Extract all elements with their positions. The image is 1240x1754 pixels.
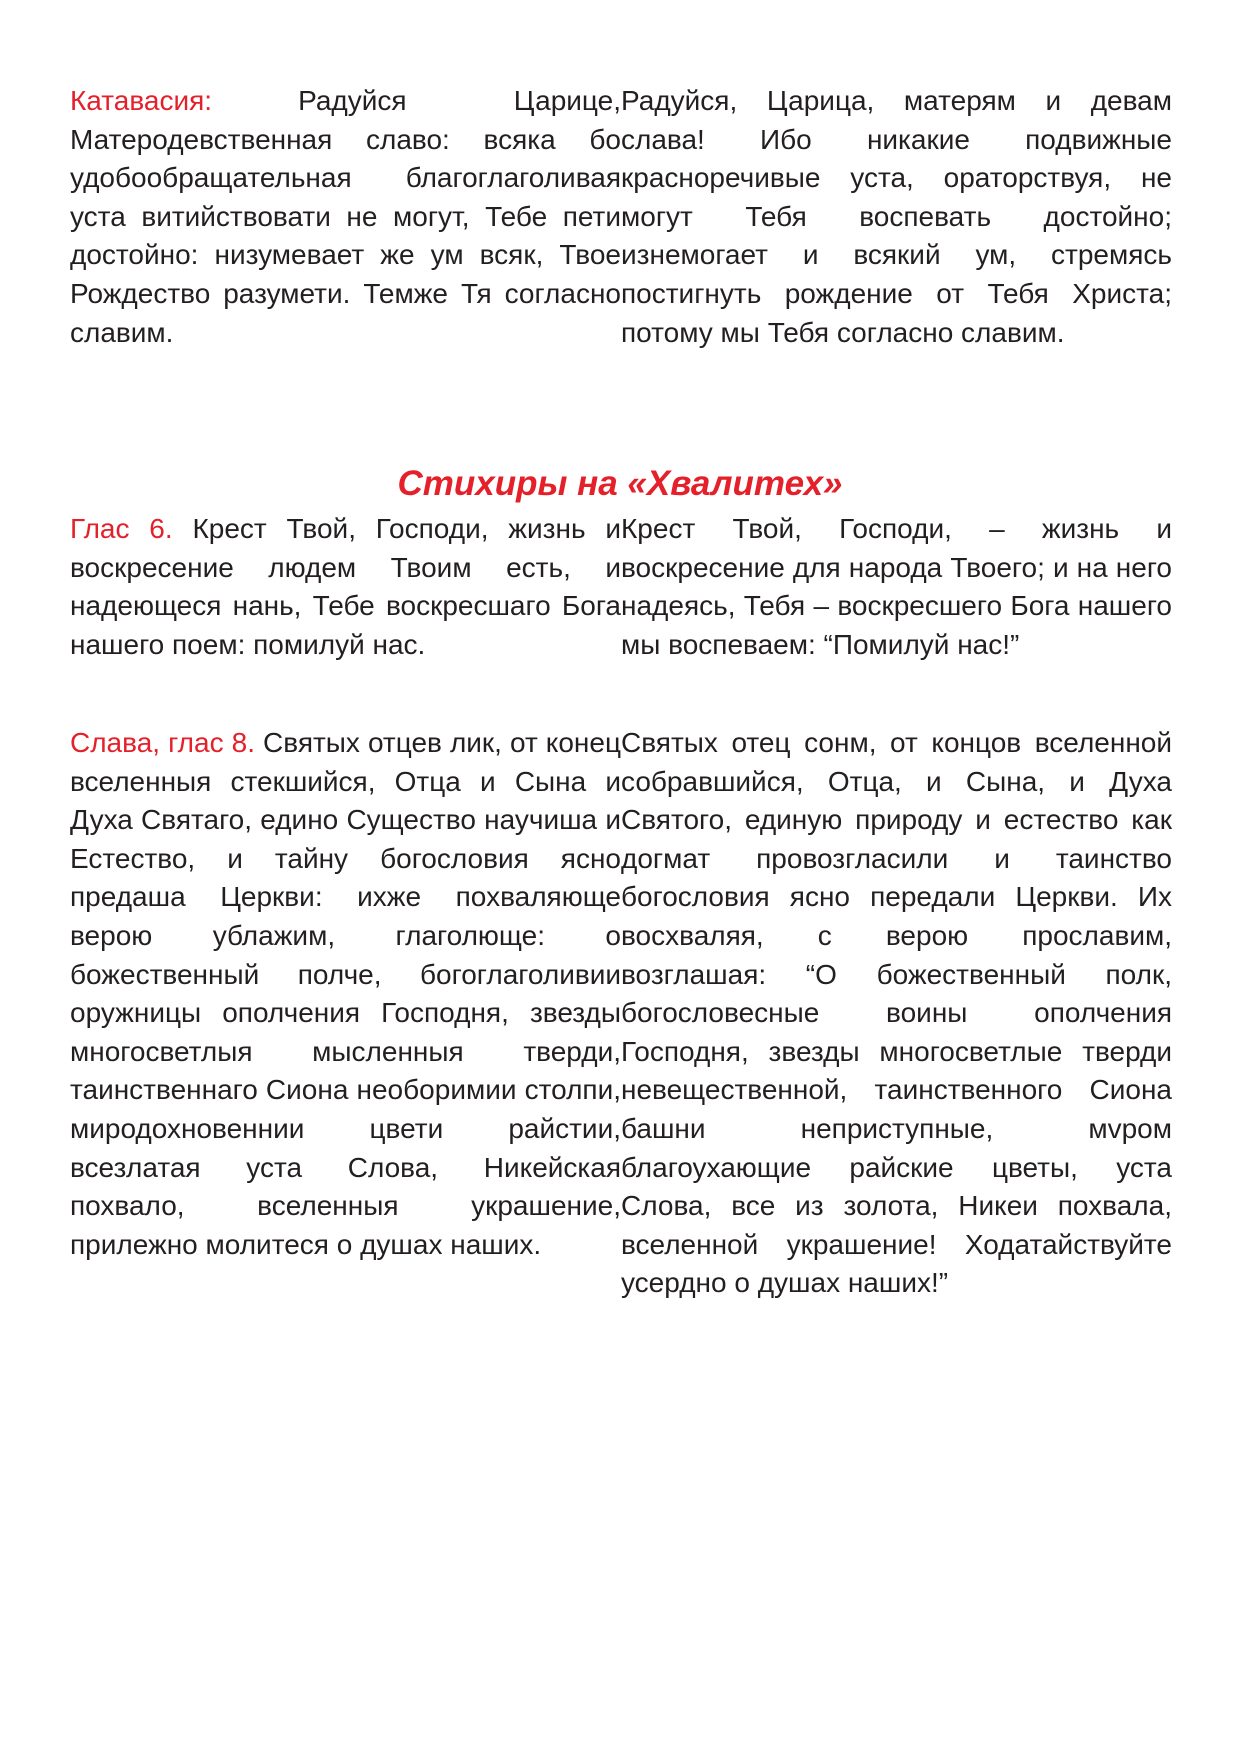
slavonic-text: Крест Твой, Господи, жизнь и воскресение людем Твоим есть, и надеющеся нань, Тебе воскресшаго Бога нашего поем: помилуй нас. <box>70 513 622 660</box>
russian-text: Святых отец сонм, от концов вселенной собравшийся, Отца, и Сына, и Духа Святого, единую природу и естество как догмат провозгласили и таинство богословия ясно передали Церкви. Их восхваляя, с верою прославим, возглашая: “О божественный полк, богословесные воины ополчения Господня, звезды многосветлые тверди невещественной, таинственного Сиона башни неприступные, мvром благоухающие райские цветы, уста Слова, все из золота, Никеи похвала, вселенной украшение! Ходатайствуйте усердно о душах наших!” <box>621 727 1172 1299</box>
section-lead-label: Слава, глас 8. <box>70 727 255 758</box>
slavonic-column <box>70 510 621 664</box>
slava-glas-8-section <box>70 724 1172 1303</box>
glas-6-section <box>70 510 1172 664</box>
russian-column <box>621 82 1172 352</box>
section-lead-label: Катавасия: <box>70 85 213 116</box>
russian-column <box>621 724 1172 1303</box>
slavonic-column <box>70 724 621 1303</box>
slavonic-text: Радуйся Царице, Матеродевственная славо: всяка бо удобообращательная благоглаголивая уста витийствовати не могут, Тебе пети достойно: низумевает же ум всяк, Твое Рождество разумети. Темже Тя согласно славим. <box>70 85 621 348</box>
russian-text: Радуйся, Царица, матерям и девам слава! Ибо никакие подвижные красноречивые уста, ораторствуя, не могут Тебя воспевать достойно; изнемогает и всякий ум, стремясь постигнуть рождение от Тебя Христа; потому мы Тебя согласно славим. <box>621 85 1172 348</box>
slavonic-column <box>70 82 621 352</box>
section-lead-label: Глас 6. <box>70 513 173 544</box>
section-heading: Стихиры на «Хвалитех» <box>397 464 843 503</box>
russian-text: Крест Твой, Господи, – жизнь и воскресение для народа Твоего; и на него надеясь, Тебя – воскресшего Бога нашего мы воспеваем: “Помилуй нас!” <box>621 513 1172 660</box>
russian-column <box>621 510 1172 664</box>
katavasia-section <box>70 82 1172 352</box>
slavonic-text: Святых отцев лик, от конец вселенныя стекшийся, Отца и Сына и Духа Святаго, едино Существо научиша и Естество, и тайну богословия ясно предаша Церкви: ихже похваляюще верою ублажим, глаголюще: о божественный полче, богоглаголивии оружницы ополчения Господня, звезды многосветлыя мысленныя тверди, таинственнаго Сиона необоримии столпи, миродохновеннии цвети райстии, всезлатая уста Слова, Никейская похвало, вселенныя украшение, прилежно молитеся о душах наших. <box>70 727 622 1260</box>
